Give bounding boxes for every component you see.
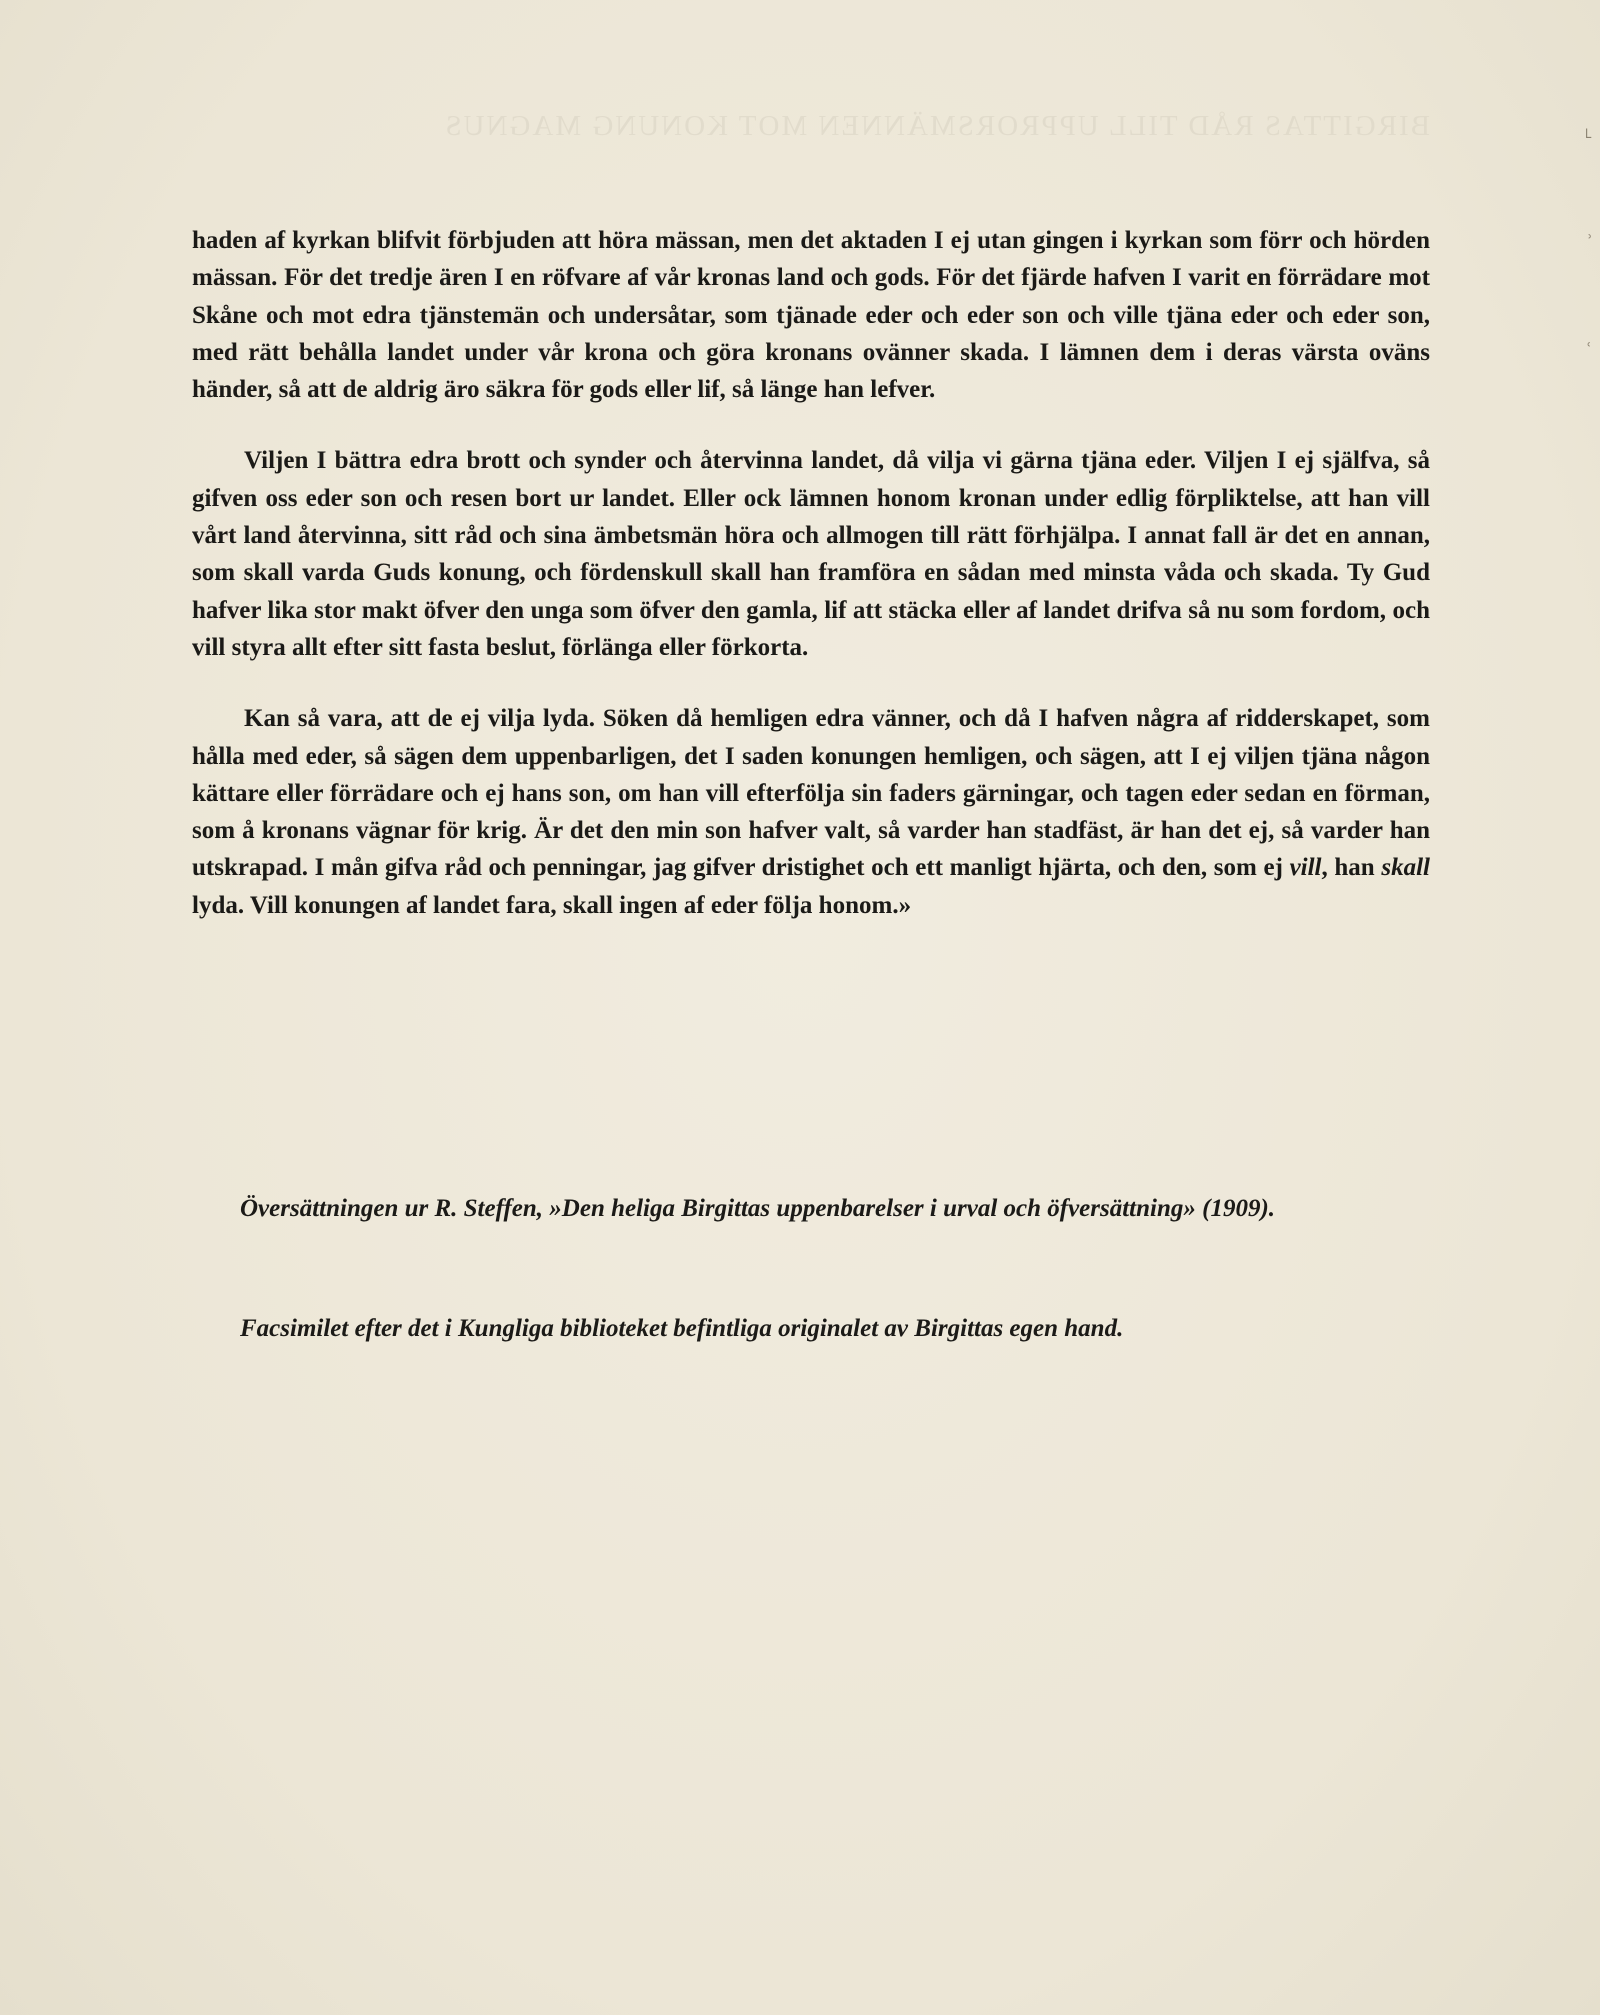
paragraph-3-text: Kan så vara, att de ej vilja lyda. Söken då hemligen edra vänner, och då I hafven några af ridderskapet, som hålla med eder, så sägen dem uppenbarligen, det I saden konungen hemligen, och sägen, att I ej viljen tjäna någon kättare eller förrädare och ej hans son, om han vill efterfölja sin faders gärningar, och tagen eder sedan en förman, som å kronans vägnar för krig. Är det den min son hafver valt, så varder han stadfäst, är han det ej, så varder han utskrapad. I mån gifva råd och penningar, jag gifver dristighet och ett manligt hjärta, och den, som ej (192, 705, 1430, 882)
margin-mark: ʿ (1585, 338, 1593, 363)
paragraph-3 (192, 700, 1430, 924)
facsimile-note: Facsimilet efter det i Kungliga biblioteket befintliga originalet av Birgittas egen hand. (240, 1315, 1124, 1342)
paragraph-3-text: , han (1321, 854, 1382, 882)
margin-mark: ˪ (1585, 118, 1593, 143)
translation-note: Översättningen ur R. Steffen, »Den heliga Birgittas uppenbarelser i urval och öfversättning» (1909). (240, 1195, 1276, 1222)
emphasis-vill: vill (1289, 854, 1322, 882)
body-text (192, 222, 1430, 924)
emphasis-skall: skall (1381, 854, 1430, 882)
paragraph-2: Viljen I bättra edra brott och synder och återvinna landet, då vilja vi gärna tjäna eder. Viljen I ej själfva, så gifven oss eder son och resen bort ur landet. Eller ock lämnen honom kronan under edlig förpliktelse, att han vill vårt land återvinna, sitt råd och sina ämbetsmän höra och allmogen till rätt förhjälpa. I annat fall är det en annan, som skall varda Guds konung, och fördenskull skall han framföra en sådan med minsta våda och skada. Ty Gud hafver lika stor makt öfver den unga som öfver den gamla, lif att stäcka eller af landet drifva så nu som fordom, och vill styra allt efter sitt fasta beslut, förlänga eller förkorta. (192, 447, 1430, 661)
margin-mark: ʾ (1586, 230, 1594, 255)
paragraph-3-text: lyda. Vill konungen af landet fara, skall ingen af eder följa honom.» (192, 891, 912, 919)
bleed-through-header: BIRGITTAS RÅD TILL UPPRORSMÄNNEN MOT KONUNG MAGNUS (443, 110, 1430, 142)
paragraph-1: haden af kyrkan blifvit förbjuden att höra mässan, men det aktaden I ej utan gingen i kyrkan som förr och hörden mässan. För det tredje ären I en röfvare af vår kronas land och gods. För det fjärde hafven I varit en förrädare mot Skåne och mot edra tjänstemän och undersåtar, som tjänade eder och eder son och ville tjäna eder och eder son, med rätt behålla landet under vår krona och göra kronans ovänner skada. I lämnen dem i deras värsta oväns händer, så att de aldrig äro säkra för gods eller lif, så länge han lefver. (192, 227, 1430, 404)
